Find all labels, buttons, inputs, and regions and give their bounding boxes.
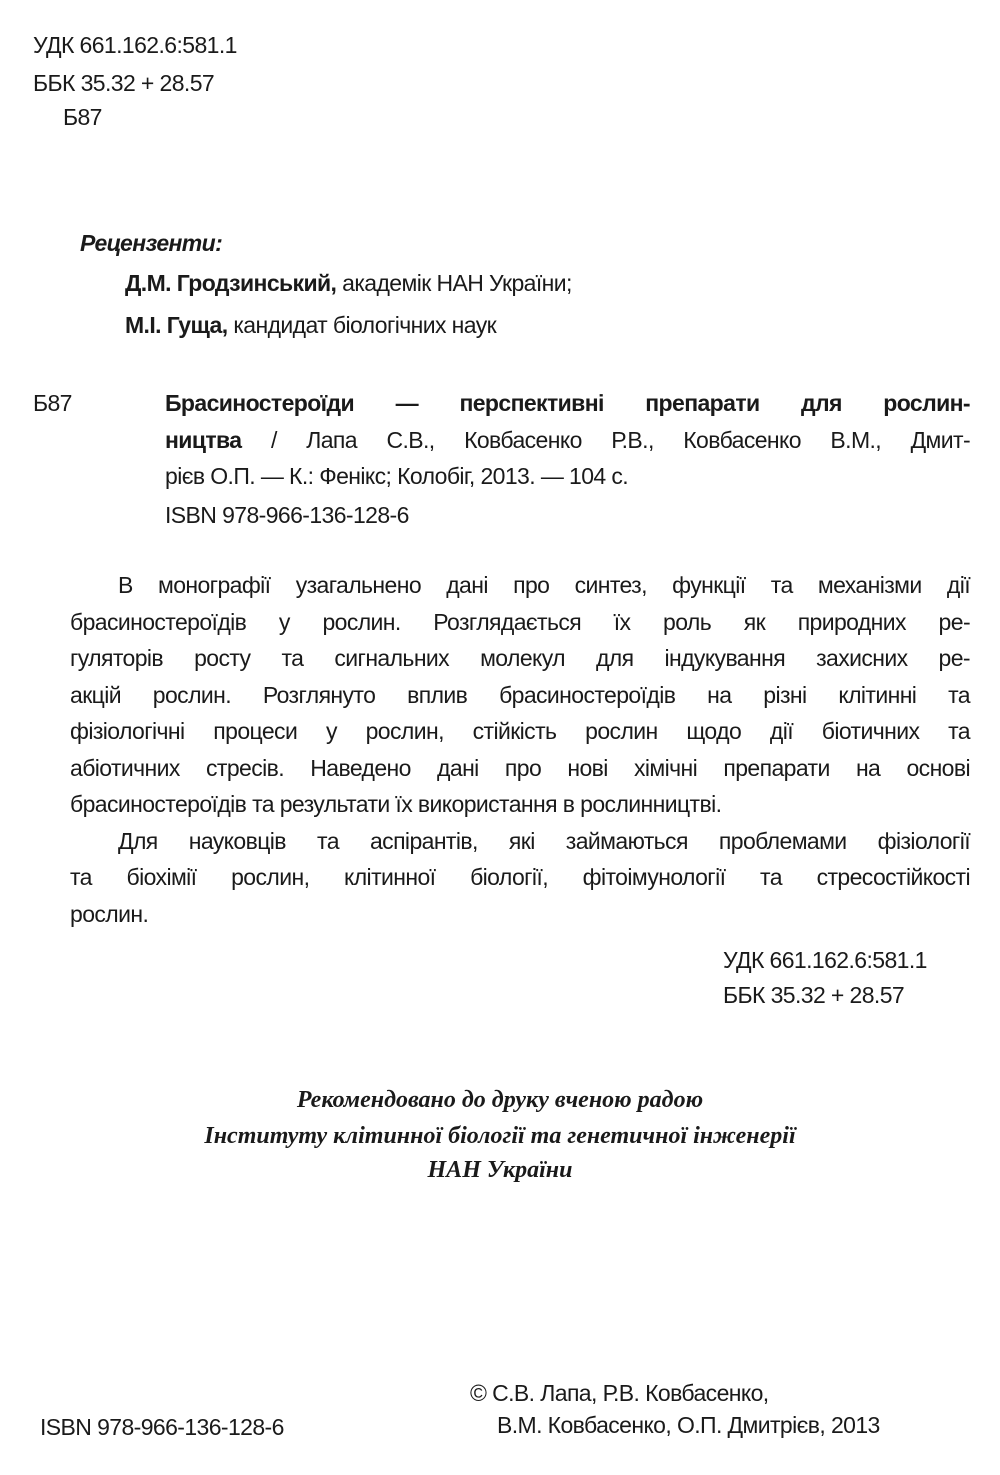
copyright-line2: В.М. Ковбасенко, О.П. Дмитрієв, 2013 (497, 1412, 880, 1438)
abstract-line: фізіологічні процеси у рослин, стійкість рослин щодо дії біотичних та (70, 718, 970, 744)
abstract-line: гуляторів росту та сигнальних молекул для індукування захисних ре- (70, 645, 970, 671)
bbk-top: ББК 35.32 + 28.57 (33, 70, 215, 96)
recommendation-line: НАН України (427, 1157, 573, 1183)
abstract-line: брасиностероїдів у рослин. Розглядається їх роль як природних ре- (70, 608, 970, 635)
abstract-line: В монографії узагальнено дані про синтез, функції та механізми дії (118, 572, 970, 598)
udk-bottom: УДК 661.162.6:581.1 (723, 947, 927, 973)
bbk-bottom: ББК 35.32 + 28.57 (723, 982, 905, 1008)
abstract-line: та біохімії рослин, клітинної біології, фітоімунології та стресостійкості (70, 864, 970, 890)
recommendation-line: Інституту клітинної біології та генетичної інженерії (204, 1123, 796, 1149)
footer-isbn: ISBN 978-966-136-128-6 (40, 1414, 284, 1440)
recommendation-line: Рекомендовано до друку вченою радою (296, 1087, 704, 1113)
book-title-end: ництва (165, 427, 242, 453)
abstract-line: Для науковців та аспірантів, які займаються проблемами фізіології (118, 827, 970, 854)
copyright-line1: © С.В. Лапа, Р.В. Ковбасенко, (470, 1380, 769, 1406)
book-title: Брасиностероїди — перспективні препарати для рослин- (165, 390, 970, 416)
abstract-line: брасиностероїдів та результати їх використання в рослинництві. (70, 791, 722, 817)
reviewer-title: кандидат біологічних наук (233, 312, 497, 338)
reviewer-1 (125, 268, 572, 298)
bib-title-line1 (165, 388, 970, 418)
authors: / Лапа С.В., Ковбасенко Р.В., Ковбасенко В.М., Дмит- (270, 427, 971, 453)
bib-line2 (165, 425, 970, 455)
bib-isbn: ISBN 978-966-136-128-6 (165, 502, 409, 528)
author-code-top: Б87 (63, 104, 102, 130)
reviewer-title: академік НАН України; (342, 270, 572, 296)
reviewer-name: Д.М. Гродзинський, (125, 270, 337, 296)
reviewer-name: М.І. Гуща, (125, 312, 228, 338)
reviewers-heading: Рецензенти: (80, 230, 223, 256)
bib-line3: рієв О.П. — К.: Фенікс; Колобіг, 2013. — 104 с. (165, 463, 629, 489)
abstract-line: акцій рослин. Розглянуто вплив брасиностероїдів на різні клітинні та (70, 681, 970, 708)
udk-top: УДК 661.162.6:581.1 (33, 32, 237, 58)
abstract-line: абіотичних стресів. Наведено дані про нові хімічні препарати на основі (70, 754, 970, 781)
reviewer-2 (125, 310, 496, 340)
abstract-line: рослин. (70, 900, 149, 927)
bib-code: Б87 (33, 390, 72, 416)
